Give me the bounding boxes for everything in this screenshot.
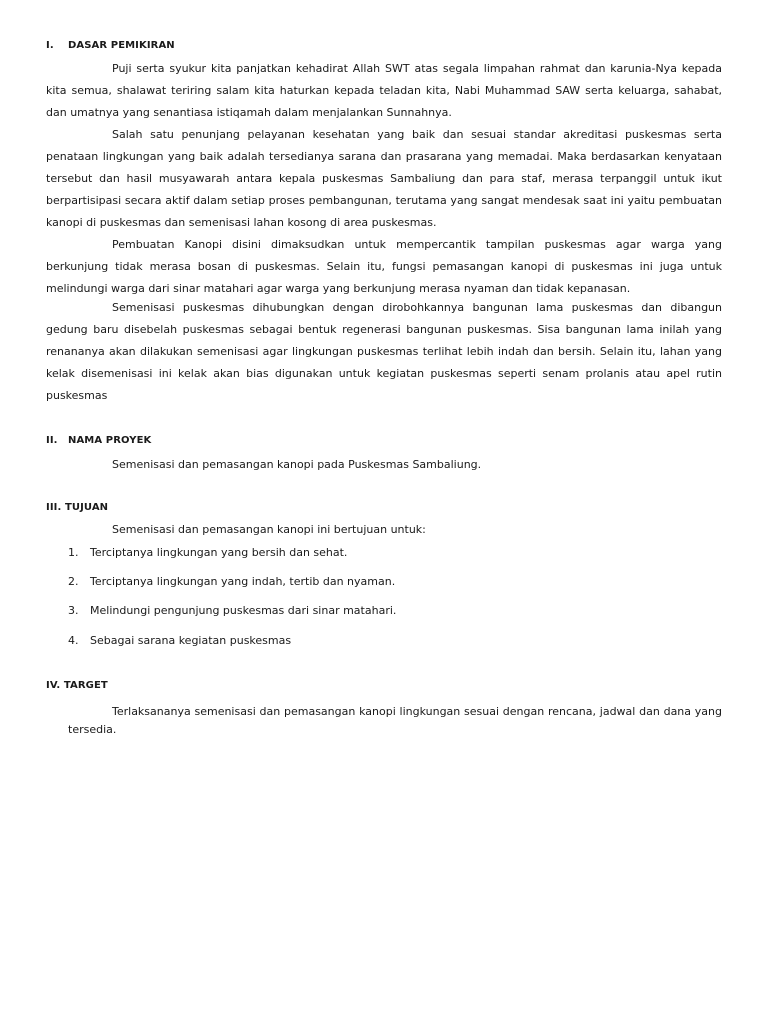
tujuan-intro-text: Semenisasi dan pemasangan kanopi ini bertujuan untuk: xyxy=(112,523,426,536)
section-heading-dasar-pemikiran xyxy=(46,40,175,51)
list-item-text: Melindungi pengunjung puskesmas dari sinar matahari. xyxy=(90,604,397,617)
list-item xyxy=(68,546,347,559)
list-item-number: 2. xyxy=(68,575,79,588)
paragraph-pembukaan: Puji serta syukur kita panjatkan kehadirat Allah SWT atas segala limpahan rahmat dan karunia-Nya kepada kita semua, shalawat teriring salam kita haturkan kepada teladan kita, Nabi Muhammad SAW serta keluarga, sahabat, dan umatnya yang senantiasa istiqamah dalam menjalankan Sunnahnya. xyxy=(46,62,722,119)
list-item-text: Terciptanya lingkungan yang bersih dan sehat. xyxy=(90,546,348,559)
section-number: I. xyxy=(46,40,54,51)
list-item-number: 3. xyxy=(68,604,79,617)
section-number: II. xyxy=(46,435,58,446)
list-item xyxy=(68,575,395,588)
paragraph-latar-belakang: Salah satu penunjang pelayanan kesehatan yang baik dan sesuai standar akreditasi puskesmas serta penataan lingkungan yang baik adalah tersedianya sarana dan prasarana yang memadai. Maka berdasarkan kenyataan tersebut dan hasil musyawarah antara kepala puskesmas Sambaliung dan para staf, merasa terpanggil untuk ikut berpartisipasi secara aktif dalam setiap proses pembangunan, terutama yang sangat mendesak saat ini yaitu pembuatan kanopi di puskesmas dan semenisasi lahan kosong di area puskesmas. xyxy=(46,128,722,229)
section-heading-target: IV. TARGET xyxy=(46,680,108,691)
paragraph-kanopi: Pembuatan Kanopi disini dimaksudkan untuk mempercantik tampilan puskesmas agar warga yang berkunjung tidak merasa bosan di puskesmas. Selain itu, fungsi pemasangan kanopi di puskesmas ini juga untuk melindungi warga dari sinar matahari agar warga yang berkunjung merasa nyaman dan tidak kepanasan. xyxy=(46,238,722,295)
list-item xyxy=(68,604,396,617)
section-title: DASAR PEMIKIRAN xyxy=(68,40,175,51)
section-heading-nama-proyek xyxy=(46,435,151,446)
list-item-text: Sebagai sarana kegiatan puskesmas xyxy=(90,634,292,647)
list-item-number: 4. xyxy=(68,634,79,647)
list-item-number: 1. xyxy=(68,546,79,559)
target-text: Terlaksananya semenisasi dan pemasangan kanopi lingkungan sesuai dengan rencana, jadwal dan dana yang tersedia. xyxy=(68,705,722,736)
list-item-text: Terciptanya lingkungan yang indah, tertib dan nyaman. xyxy=(90,575,396,588)
section-title: NAMA PROYEK xyxy=(68,435,152,446)
list-item xyxy=(68,634,291,647)
section-heading-tujuan: III. TUJUAN xyxy=(46,502,109,513)
paragraph-semenisasi: Semenisasi puskesmas dihubungkan dengan dirobohkannya bangunan lama puskesmas dan dibangun gedung baru disebelah puskesmas sebagai bentuk regenerasi bangunan puskesmas. Sisa bangunan lama inilah yang renananya akan dilakukan semenisasi agar lingkungan puskesmas terlihat lebih indah dan bersih. Selain itu, lahan yang kelak disemenisasi ini kelak akan bias digunakan untuk kegiatan puskesmas seperti senam prolanis atau apel rutin puskesmas xyxy=(46,301,722,402)
project-name-text: Semenisasi dan pemasangan kanopi pada Puskesmas Sambaliung. xyxy=(112,458,482,471)
